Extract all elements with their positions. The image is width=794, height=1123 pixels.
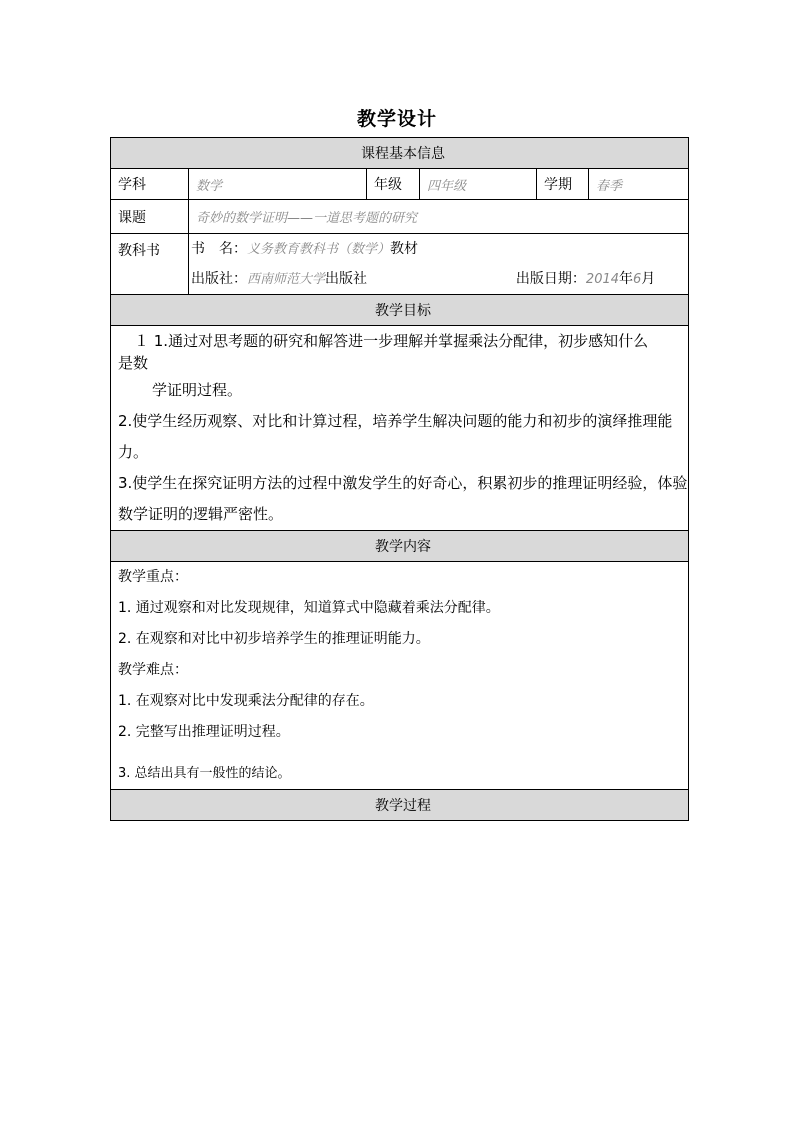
key-point-1: 1. 通过观察和对比发现规律，知道算式中隐藏着乘法分配律。 xyxy=(118,600,500,616)
date-month-unit: 月 xyxy=(641,271,656,287)
difficult-point-1: 1. 在观察对比中发现乘法分配律的存在。 xyxy=(118,693,374,709)
key-point-2: 2. 在观察和对比中初步培养学生的推理证明能力。 xyxy=(118,631,430,647)
grade-label: 年级 xyxy=(367,169,420,200)
date-month: 6 xyxy=(633,272,642,287)
content-row xyxy=(111,562,689,790)
date-prefix: 出版日期： xyxy=(515,271,586,287)
topic-label: 课题 xyxy=(111,200,189,234)
lesson-plan-table xyxy=(110,137,689,821)
difficult-point-2: 2. 完整写出推理证明过程。 xyxy=(118,724,290,740)
section-title-basic-info: 课程基本信息 xyxy=(111,138,689,169)
section-title-goals: 教学目标 xyxy=(111,295,689,326)
subject-label: 学科 xyxy=(111,169,189,200)
book-name-line xyxy=(191,234,688,264)
difficult-points-label: 教学难点： xyxy=(118,662,188,678)
section-title-process: 教学过程 xyxy=(111,790,689,821)
document-title: 教学设计 xyxy=(356,108,437,130)
publisher-name: 西南师范大学 xyxy=(247,272,326,287)
difficult-point-3: 3. 总结出具有一般性的结论。 xyxy=(118,766,291,781)
goals-body xyxy=(111,326,689,531)
term-label: 学期 xyxy=(537,169,589,200)
subject-value: 数学 xyxy=(189,169,367,200)
textbook-row xyxy=(111,234,689,295)
goal-2: 2.使学生经历观察、对比和计算过程，培养学生解决问题的能力和初步的演绎推理能力。 xyxy=(118,412,673,461)
book-suffix: 教材 xyxy=(390,241,419,257)
key-points-label: 教学重点： xyxy=(118,569,188,585)
content-body xyxy=(111,562,689,790)
topic-value: 奇妙的数学证明——一道思考题的研究 xyxy=(189,200,689,234)
section-header-content xyxy=(111,531,689,562)
subject-row xyxy=(111,169,689,200)
publisher-suffix: 出版社 xyxy=(325,271,368,287)
section-header-process xyxy=(111,790,689,821)
section-title-content: 教学内容 xyxy=(111,531,689,562)
goal-1-line: １ 1.通过对思考题的研究和解答进一步理解并掌握乘法分配律，初步感知什么 xyxy=(134,332,649,350)
goal-1-continued: 学证明过程。 xyxy=(152,381,243,399)
date-year: 2014 xyxy=(585,272,620,287)
goals-row xyxy=(111,326,689,531)
publisher-line xyxy=(191,264,688,294)
goal-3: 3.使学生在探究证明方法的过程中激发学生的好奇心，积累初步的推理证明经验，体验数学证明的逻辑严密性。 xyxy=(118,474,688,523)
book-prefix: 书 名： xyxy=(191,241,247,257)
term-value: 春季 xyxy=(589,169,689,200)
section-header-goals xyxy=(111,295,689,326)
publisher-prefix: 出版社： xyxy=(191,271,247,287)
textbook-info xyxy=(189,234,689,295)
section-header-basic-info xyxy=(111,138,689,169)
goal-1-wrap: 是数 xyxy=(118,354,149,372)
book-name: 义务教育教科书（数学） xyxy=(247,242,391,257)
date-year-unit: 年 xyxy=(619,271,634,287)
grade-value: 四年级 xyxy=(420,169,537,200)
topic-row xyxy=(111,200,689,234)
textbook-label: 教科书 xyxy=(111,234,189,295)
